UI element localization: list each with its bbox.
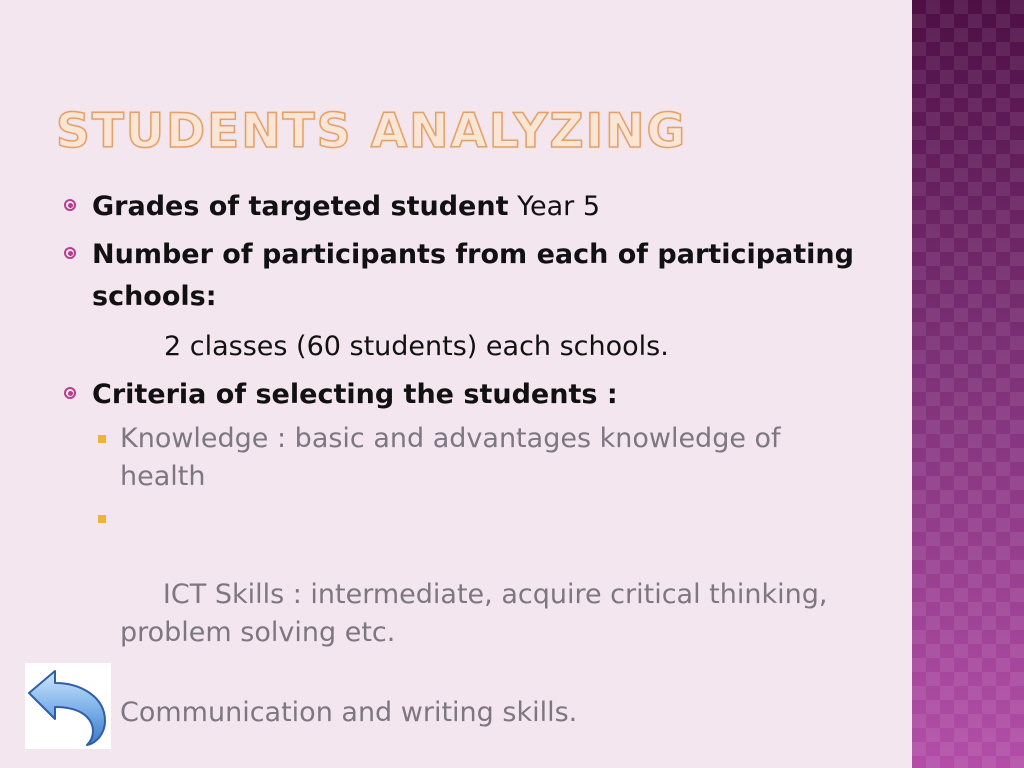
bullet-participants [64, 234, 864, 318]
circle-bullet-icon [64, 387, 76, 399]
square-bullet-icon [98, 435, 106, 443]
square-bullet-icon [98, 515, 106, 523]
bullet-grades [64, 186, 864, 228]
sub-bullet-communication-text: Communication and writing skills. [120, 697, 578, 728]
sub-bullet-communication [64, 694, 864, 732]
slide-content [64, 186, 864, 732]
slide-title: STUDENTS ANALYZING [56, 104, 688, 159]
bullet-participants-label: Number of participants from each of participating schools: [92, 239, 854, 312]
circle-bullet-icon [64, 247, 76, 259]
bullet-grades-value: Year 5 [508, 191, 601, 222]
sub-bullet-ict [64, 500, 864, 690]
bullet-criteria-label: Criteria of selecting the students : [92, 379, 618, 410]
sub-bullet-knowledge [64, 420, 864, 496]
circle-bullet-icon [64, 199, 76, 211]
participants-detail: 2 classes (60 students) each schools. [164, 331, 669, 362]
back-arrow-icon [25, 663, 111, 749]
sub-bullet-knowledge-text: Knowledge : basic and advantages knowledge of health [120, 423, 781, 492]
bullet-grades-label: Grades of targeted student [92, 191, 509, 222]
decorative-side-panel [912, 0, 1024, 768]
bullet-criteria [64, 374, 864, 416]
back-button[interactable] [25, 663, 111, 749]
sub-bullet-ict-text: ICT Skills : intermediate, acquire critical thinking, problem solving etc. [120, 579, 837, 648]
